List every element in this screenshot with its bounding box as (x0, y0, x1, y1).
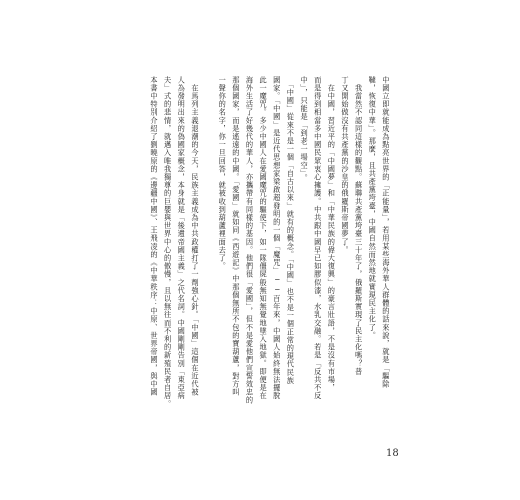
text-column: 「中國」從來不是一個「自古以來」就有的概念。「中國」也不是一個正常的現代民族 (286, 76, 296, 385)
text-column: 在中國，習近平的「中國夢」和「中華民族的偉大復興」的豪言壯語，不是沒有市場， (327, 76, 337, 392)
text-column: 丁又開始做沒有共產黨的沙皇的俄羅斯帝國夢了。 (340, 76, 350, 255)
text-column: 海外生活了好幾代的華人，亦攜帶有同樣的基因。他們很「愛國」，但不是愛他們宣誓效忠的 (245, 76, 255, 405)
text-column: 那個國家，而是遙遠的中國。「愛國」就如同《西遊記》中那個無所不包的寶葫蘆，對方叫 (231, 76, 241, 397)
text-column: 在馬列主義退潮的今天，民族主義成為中共政權打了一劑強心針。「中國」這個在近代被 (190, 76, 200, 397)
text-column: 夫」式的悲情，就邁入唯我獨尊的巨嬰與世界中心的傲慢，且以無往而不利的新殖民者自居。 (163, 76, 173, 409)
text-column: 人為發明出來的偽國家概念，本身就是「後遺帝國主義」之代名詞。中國剛剛告別「東亞病 (177, 76, 187, 400)
page-number: 18 (386, 448, 399, 459)
text-column: 中」，只能是「到老一場空」。 (300, 76, 310, 183)
paragraph-gap (205, 76, 213, 380)
text-column: 中國立即就能成為點亮世界的「正能量」，若用某些海外華人群體的話來說，就是「驅除 (381, 76, 391, 389)
text-column: 而是得到相當多中國民眾衷心擁護。中共跟中國早已如膠似漆，水乳交融。若是「反共不反 (313, 76, 323, 400)
text-column: 我當然不認同這樣的觀點。蘇聯共產黨垮臺三十年了，俄羅斯實現了民主化嗎？普 (354, 76, 364, 376)
vertical-text-block (150, 76, 391, 409)
text-column: 一聲你的名字，你一旦回答，就被收到葫蘆裡面去了。 (218, 76, 228, 271)
text-column: 此一魔咒。多少中國人在愛國魔咒的驅使下，如一隊僵屍般無知無覺地墜入地獄。即便是在 (259, 76, 269, 400)
text-column: 本書中特別介紹了劉曉原的《邊疆中國》、王飛凌的《中華秩序：中原、世界帝國，與中國 (150, 76, 159, 397)
text-column: 韃，恢復中華」。那麼，且共產黨垮臺，中國自然而然地就實現民主化了。 (368, 76, 378, 340)
text-column: 國家。「中國」是近代思想家梁啟超發明的一個「魔咒」──百年來，中國人始終無法擺脫 (272, 76, 282, 400)
